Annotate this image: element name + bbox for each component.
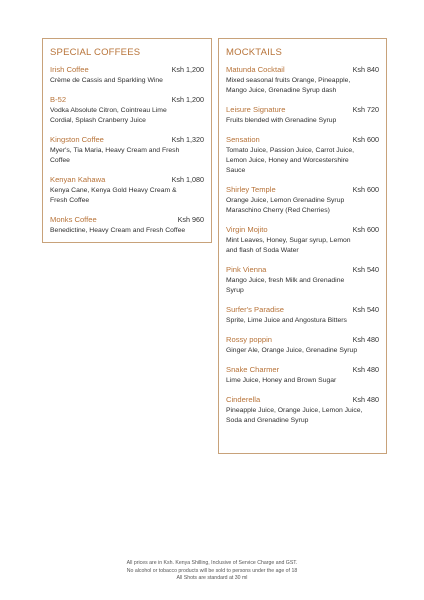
footer-note: No alcohol or tobacco products will be sold to persons under the age of 18	[126, 567, 298, 574]
footer-notes	[0, 560, 424, 583]
menu-item-name: Cinderella	[226, 395, 261, 404]
menu-item-name: Sensation	[226, 135, 260, 144]
menu-item-header	[226, 335, 379, 345]
menu-item-price: Ksh 720	[352, 105, 379, 114]
menu-item-name: Pink Vienna	[226, 265, 267, 274]
menu-item-name: Matunda Cocktail	[226, 65, 285, 74]
menu-item-header	[226, 105, 379, 115]
menu-item-price: Ksh 480	[352, 335, 379, 344]
menu-item-name: Snake Charmer	[226, 365, 280, 374]
menu-list	[226, 65, 379, 426]
menu-item	[226, 105, 379, 126]
menu-item-description: Mint Leaves, Honey, Sugar syrup, Lemon and flash of Soda Water	[226, 237, 351, 254]
menu-item-header	[226, 185, 379, 195]
menu-item	[226, 135, 379, 176]
menu-item	[50, 65, 204, 86]
menu-item-name: Surfer's Paradise	[226, 305, 285, 314]
menu-item	[226, 185, 379, 216]
menu-item	[226, 265, 379, 296]
section-title: SPECIAL COFFEES	[50, 47, 141, 58]
footer-note: All prices are in Ksh. Kenya Shilling, Inclusive of Service Charge and GST.	[126, 560, 298, 566]
menu-item	[50, 215, 204, 236]
menu-item-header	[50, 215, 204, 225]
menu-item	[50, 95, 204, 126]
footer-note: All Shots are standard at 30 ml	[176, 575, 248, 582]
menu-item-price: Ksh 960	[177, 215, 204, 224]
menu-item	[50, 135, 204, 166]
menu-item-description: Mixed seasonal fruits Orange, Pineapple, Mango Juice, Grenadine Syrup dash	[226, 77, 351, 94]
menu-item-price: Ksh 540	[352, 305, 379, 314]
menu-item-name: Kingston Coffee	[50, 135, 104, 144]
menu-item-description: Benedictine, Heavy Cream and Fresh Coffee	[50, 227, 186, 234]
menu-item-price: Ksh 1,320	[171, 135, 204, 144]
menu-item-description: Orange Juice, Lemon Grenadine Syrup Maraschino Cherry (Red Cherries)	[226, 197, 345, 214]
menu-item-price: Ksh 1,200	[171, 95, 204, 104]
menu-item-name: Shirley Temple	[226, 185, 276, 194]
menu-item-price: Ksh 840	[352, 65, 379, 74]
menu-item-price: Ksh 1,200	[171, 65, 204, 74]
menu-item	[226, 225, 379, 256]
menu-item-price: Ksh 1,080	[171, 175, 204, 184]
menu-item-name: B-52	[50, 95, 67, 104]
menu-item-price: Ksh 600	[352, 185, 379, 194]
menu-item-name: Kenyan Kahawa	[50, 175, 106, 184]
menu-item-header	[226, 365, 379, 375]
menu-item-price: Ksh 540	[352, 265, 379, 274]
menu-item-description: Mango Juice, fresh Milk and Grenadine Syrup	[226, 277, 345, 294]
menu-item-header	[50, 65, 204, 75]
section-title: MOCKTAILS	[226, 47, 282, 58]
menu-item-price: Ksh 600	[352, 135, 379, 144]
menu-item-header	[226, 265, 379, 275]
menu-item-description: Pineapple Juice, Orange Juice, Lemon Juice, Soda and Grenadine Syrup	[226, 407, 363, 424]
menu-item-price: Ksh 480	[352, 395, 379, 404]
menu-item	[226, 65, 379, 96]
menu-item-header	[50, 175, 204, 185]
menu-item-header	[226, 65, 379, 75]
menu-item	[50, 175, 204, 206]
menu-item-name: Leisure Signature	[226, 105, 286, 114]
menu-item-price: Ksh 600	[352, 225, 379, 234]
menu-item-description: Sprite, Lime Juice and Angostura Bitters	[226, 317, 347, 324]
menu-list	[50, 65, 204, 236]
menu-item-name: Rossy poppin	[226, 335, 273, 344]
menu-item-description: Crème de Cassis and Sparkling Wine	[50, 77, 163, 84]
menu-item	[226, 365, 379, 386]
menu-item-header	[226, 305, 379, 315]
menu-item-description: Lime Juice, Honey and Brown Sugar	[226, 377, 337, 384]
menu-item-description: Fruits blended with Grenadine Syrup	[226, 117, 337, 124]
menu-item-description: Ginger Ale, Orange Juice, Grenadine Syrup	[226, 347, 358, 354]
menu-item	[226, 305, 379, 326]
menu-item-description: Tomato Juice, Passion Juice, Carrot Juice, Lemon Juice, Honey and Worcestershire Sauce	[226, 147, 355, 174]
menu-item	[226, 395, 379, 426]
menu-item-header	[226, 395, 379, 405]
mocktails-section	[218, 38, 387, 454]
menu-item-description: Myer's, Tia Maria, Heavy Cream and Fresh Coffee	[50, 147, 180, 164]
menu-item-description: Vodka Absolute Citron, Cointreau Lime Cordial, Splash Cranberry Juice	[50, 107, 167, 124]
menu-item	[226, 335, 379, 356]
menu-item-header	[226, 135, 379, 145]
menu-item-header	[50, 95, 204, 105]
menu-item-name: Virgin Mojito	[226, 225, 268, 234]
menu-item-header	[50, 135, 204, 145]
menu-item-name: Monks Coffee	[50, 215, 97, 224]
menu-item-header	[226, 225, 379, 235]
menu-item-description: Kenya Cane, Kenya Gold Heavy Cream & Fresh Coffee	[50, 187, 177, 204]
menu-item-price: Ksh 480	[352, 365, 379, 374]
menu-item-name: Irish Coffee	[50, 65, 89, 74]
special-coffees-section	[42, 38, 212, 243]
